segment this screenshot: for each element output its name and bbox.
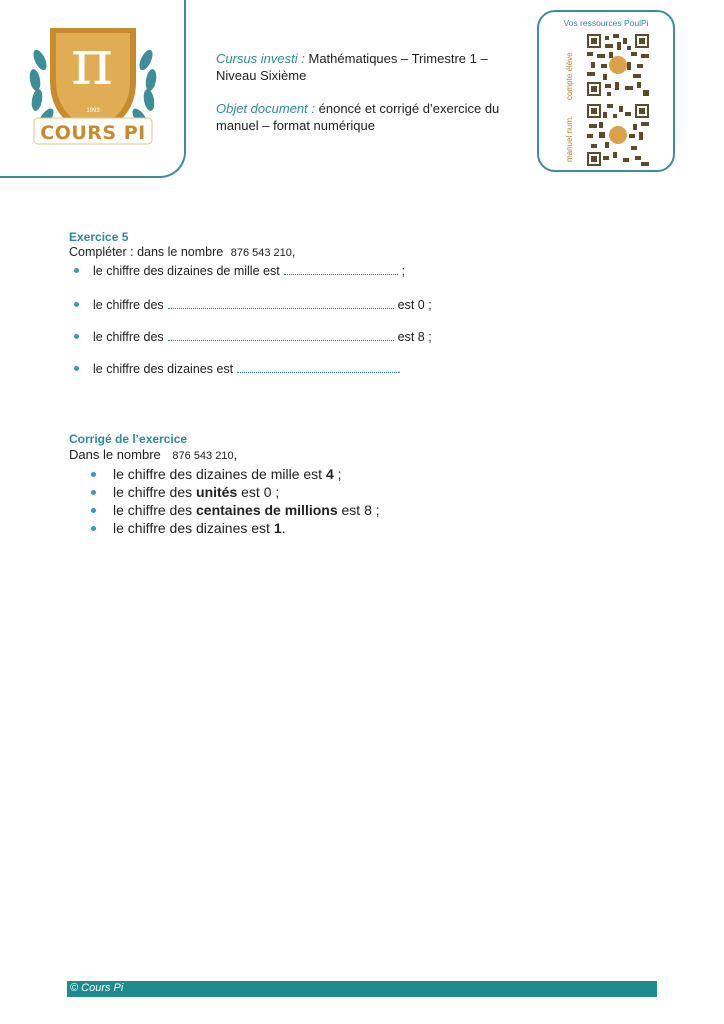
header-info xyxy=(216,50,516,150)
list-item xyxy=(113,519,649,537)
list-item xyxy=(113,501,649,519)
objet-value: énoncé et corrigé d’exercice du manuel – format numérique xyxy=(216,101,500,133)
item-end: ; xyxy=(333,466,342,482)
cursus-value: Mathématiques – Trimestre 1 – Niveau Sixième xyxy=(216,51,488,83)
objet-line xyxy=(216,100,516,134)
cursus-line xyxy=(216,50,516,84)
exercise-intro xyxy=(69,244,649,262)
list-item xyxy=(113,465,649,483)
logo-panel xyxy=(0,0,186,178)
correction-title: Corrigé de l’exercice xyxy=(69,432,188,446)
answer-blank[interactable] xyxy=(168,296,394,309)
exercise-number: 876 543 210 xyxy=(230,247,292,259)
item-text: le chiffre des dizaines est xyxy=(93,362,234,376)
item-text: le chiffre des xyxy=(93,330,164,344)
list-item xyxy=(113,483,649,501)
correction-intro-text: Dans le nombre xyxy=(69,447,161,462)
answer-blank[interactable] xyxy=(168,328,394,341)
qr-code-icon[interactable] xyxy=(587,34,649,96)
qr-code-icon[interactable] xyxy=(587,104,649,166)
correction-intro xyxy=(69,446,649,465)
item-text: le chiffre des dizaines de mille est xyxy=(113,466,326,482)
exercise-title: Exercice 5 xyxy=(69,230,129,244)
item-end: est 0 ; xyxy=(237,484,280,500)
item-answer: unités xyxy=(196,484,238,500)
correction-intro-end: , xyxy=(233,447,238,462)
exercise-intro-end: , xyxy=(291,245,296,259)
item-text: le chiffre des xyxy=(93,298,164,312)
pi-symbol: π xyxy=(70,26,114,100)
item-answer: 4 xyxy=(325,466,334,482)
objet-label: Objet document : xyxy=(216,101,315,116)
logo-year: 1993 xyxy=(86,108,100,114)
item-text: le chiffre des xyxy=(113,484,197,500)
item-end: ; xyxy=(401,264,406,278)
correction-number: 876 543 210 xyxy=(172,450,234,462)
item-text: le chiffre des xyxy=(113,502,197,518)
resources-title: Vos ressources PoulPi xyxy=(563,18,649,28)
footer-bar xyxy=(67,981,657,997)
answer-blank[interactable] xyxy=(284,262,398,275)
item-end: est 8 ; xyxy=(397,330,432,344)
logo-brand: COURS PI xyxy=(40,122,146,144)
exercise-list xyxy=(69,262,649,376)
answer-blank[interactable] xyxy=(237,360,397,373)
list-item xyxy=(93,328,649,344)
label-compte-eleve: compte élève xyxy=(565,52,574,100)
footer-copyright: © Cours Pi xyxy=(70,982,124,994)
item-end: . xyxy=(281,520,286,536)
list-item xyxy=(93,262,649,278)
item-text: le chiffre des dizaines est xyxy=(113,520,274,536)
label-manuel-num: manuel num. xyxy=(565,115,574,162)
item-end: . xyxy=(397,362,401,376)
item-answer: centaines de millions xyxy=(196,502,338,518)
item-text: le chiffre des dizaines de mille est xyxy=(93,264,280,278)
list-item xyxy=(93,360,649,376)
item-end: est 8 ; xyxy=(337,502,380,518)
item-end: est 0 ; xyxy=(397,298,432,312)
item-answer: 1 xyxy=(273,520,282,536)
content xyxy=(69,230,649,537)
cursus-label: Cursus investi : xyxy=(216,51,305,66)
correction-list xyxy=(69,465,649,537)
list-item xyxy=(93,296,649,312)
exercise-intro-text: Compléter : dans le nombre xyxy=(69,245,224,259)
resources-box xyxy=(537,10,675,172)
